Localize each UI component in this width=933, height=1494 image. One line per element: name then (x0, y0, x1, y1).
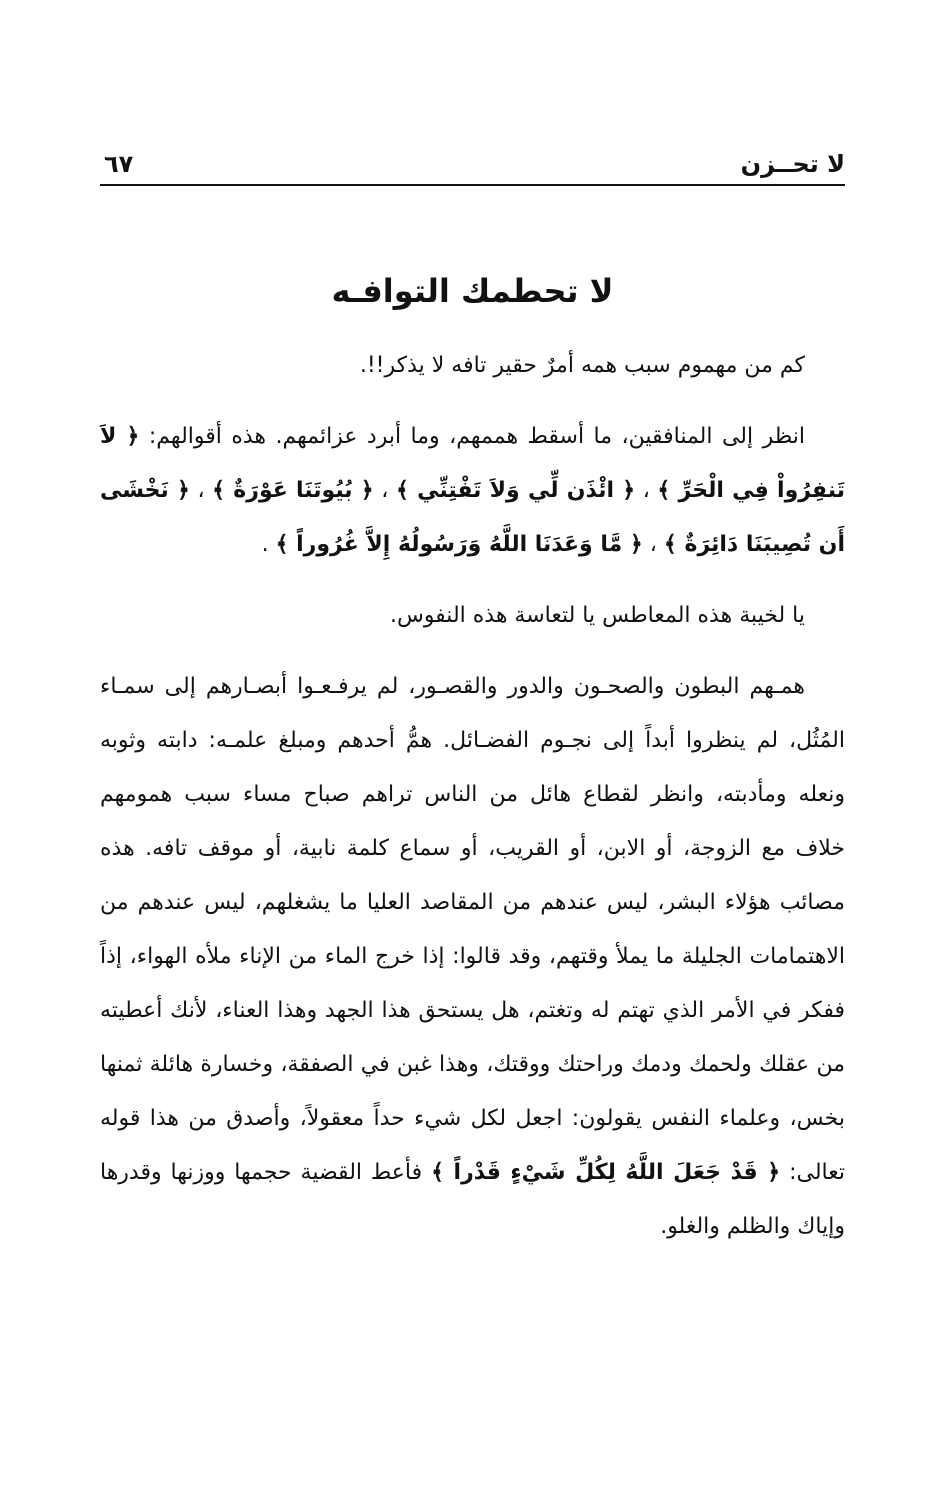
paragraph-2-intro: انظر إلى المنافقين، ما أسقط هممهم، وما أبرد عزائمهم. هذه أقوالهم: (139, 424, 805, 449)
running-header (100, 148, 845, 192)
quran-quote-4: ﴿ نَخْشَى أَن تُصِيبَنَا دَائِرَةٌ ﴾ (100, 478, 845, 557)
paragraph-4 (100, 660, 845, 1254)
page-body (100, 265, 845, 1271)
separator: ، (642, 532, 664, 557)
book-title: لا تحــزن (740, 150, 845, 178)
quran-quote-5: ﴿ مَّا وَعَدَنَا اللَّهُ وَرَسُولُهُ إِلاَّ غُرُوراً ﴾ (275, 532, 643, 557)
paragraph-2-end: . (261, 532, 276, 557)
quran-quote-1: ﴿ لاَ تَنفِرُواْ فِي الْحَرِّ ﴾ (100, 424, 846, 503)
paragraph-2 (100, 410, 845, 572)
separator: ، (373, 478, 396, 503)
paragraph-4-text: همـهم البطون والصحـون والدور والقصـور، لم يرفـعـوا أبصـارهم إلى سمـاء المُثُل، لم ينظروا أبداً إلى نجـوم الفضـائل. همُّ أحدهم ومبلغ علمـه: دابته وثوبه ونعله ومأدبته، وانظر لقطاع هائل من الناس تراهم صباح مساء سبب همومهم خلاف مع الزوجة، أو الابن، أو القريب، أو سماع كلمة نابية، أو موقف تافه. هذه مصائب هؤلاء البشر، ليس عندهم من المقاصد العليا ما يشغلهم، ليس عندهم من الاهتمامات الجليلة ما يملأ وقتهم، وقد قالوا: إذا خرج الماء من الإناء ملأه الهواء، إذاً ففكر في الأمر الذي تهتم له وتغتم، هل يستحق هذا الجهد وهذا العناء، لأنك أعطيته من عقلك ولحمك ودمك وراحتك ووقتك، وهذا غبن في الصفقة، وخسارة هائلة ثمنها بخس، وعلماء النفس يقولون: اجعل لكل شيء حداً معقولاً، وأصدق من هذا قوله تعالى: (100, 674, 845, 1185)
quran-quote-6: ﴿ قَدْ جَعَلَ اللَّهُ لِكُلِّ شَيْءٍ قَدْراً ﴾ (431, 1160, 781, 1185)
page-number: ٦٧ (104, 150, 134, 178)
paragraph-3: يا لخيبة هذه المعاطس يا لتعاسة هذه النفوس. (389, 603, 805, 628)
header-rule (100, 184, 845, 186)
quran-quote-3: ﴿ بُيُوتَنَا عَوْرَةٌ ﴾ (212, 478, 374, 503)
chapter-title: لا تحطمك التوافـه (331, 272, 614, 310)
quran-quote-2: ﴿ ائْذَن لِّي وَلاَ تَفْتِنِّي ﴾ (395, 478, 636, 503)
paragraph-1: كم من مهموم سبب همه أمرٌ حقير تافه لا يذكر!!. (359, 353, 805, 378)
paragraph-4-end: فأعط القضية حجمها ووزنها وقدرها وإياك والظلم والغلو. (100, 1160, 845, 1239)
separator: ، (635, 478, 658, 503)
separator: ، (189, 478, 213, 503)
